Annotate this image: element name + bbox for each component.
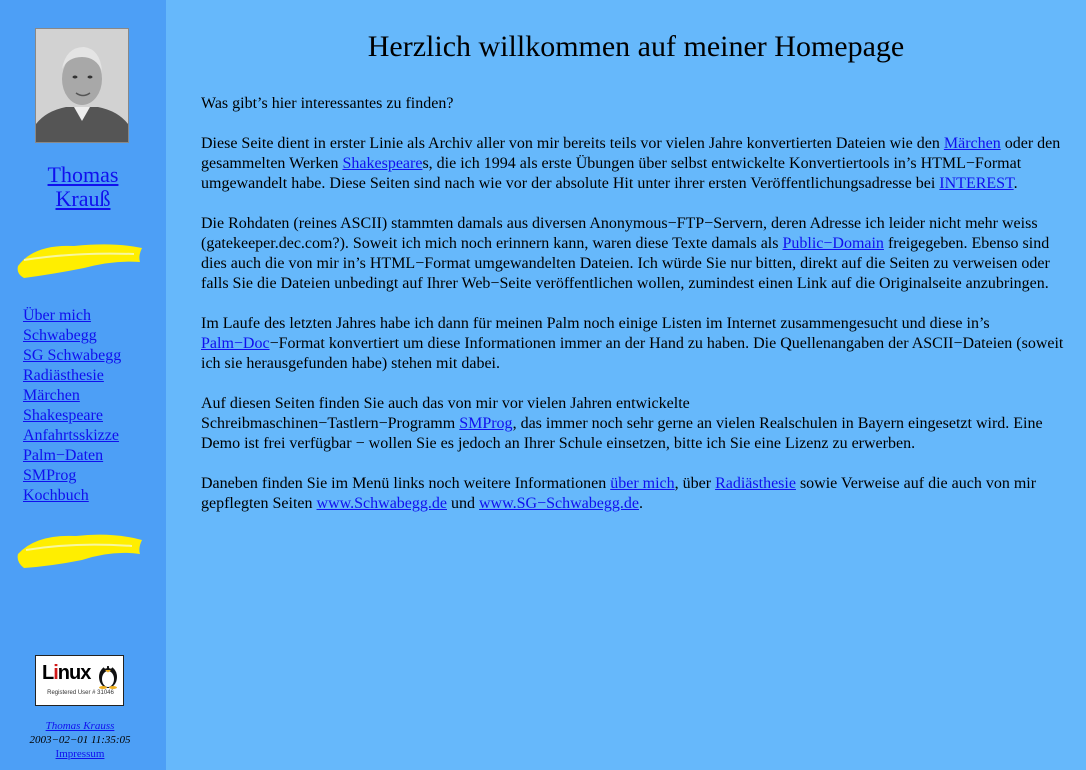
page-title: Herzlich willkommen auf meiner Homepage	[367, 30, 905, 63]
yellow-brush-stroke-top	[14, 238, 146, 282]
footer-impressum-link[interactable]: Impressum	[55, 748, 105, 760]
linux-registered-number: Registered User # 31046	[47, 690, 114, 696]
tux-penguin-icon	[96, 659, 120, 689]
content-body	[201, 94, 1076, 534]
linux-logo-text: Linux	[42, 662, 91, 684]
paragraph-rohdaten: Die Rohdaten (reines ASCII) stammten damals aus diversen Anonymous−FTP−Servern, deren Adresse ich leider nicht mehr weiss (gatekeeper.dec.com?). Soweit ich mich noch erinnern kann, waren diese Texte damals als Public−Domain freigegeben. Ebenso sind dies auch die von mir in’s HTML−Format umgewandelten Dateien. Ich würde Sie nur bitten, direkt auf die Seiten zu verweisen oder falls Sie die Dateien unbedingt auf Ihrer Web−Seite veröffentlichen wollen, zumindest einen Link auf die Originalseite anzubringen.	[201, 215, 1050, 292]
link-smprog[interactable]: SMProg	[459, 415, 513, 432]
link-public-domain[interactable]: Public−Domain	[782, 235, 884, 252]
link-maerchen[interactable]: Märchen	[943, 135, 1001, 152]
nav-item-kochbuch[interactable]: Kochbuch	[23, 487, 89, 504]
link-sg-schwabegg-de[interactable]: www.SG−Schwabegg.de	[479, 495, 639, 512]
main-content	[166, 0, 1086, 770]
link-shakespeare[interactable]: Shakespeare	[342, 155, 423, 172]
author-name-line1[interactable]: Thomas	[47, 162, 119, 187]
nav-item-radiaesthesie[interactable]: Radiästhesie	[23, 367, 104, 384]
paragraph-more-info: Daneben finden Sie im Menü links noch weitere Informationen über mich, über Radiästhesie sowie Verweise auf die auch von mir gepflegten Seiten www.Schwabegg.de und www.SG−Schwabegg.de.	[201, 475, 1037, 512]
nav-item-palm-daten[interactable]: Palm−Daten	[23, 447, 104, 464]
paragraph-archive: Diese Seite dient in erster Linie als Archiv aller von mir bereits teils vor vielen Jahre konvertierten Dateien wie den Märchen oder den gesammelten Werken Shakespeares, die ich 1994 als erste Übungen über selbst entwickelte Konvertiertools in’s HTML−Format umgewandelt habe. Diese Seiten sind nach wie vor der absolute Hit unter ihrer ersten Veröffentlichungsadresse bei INTEREST.	[201, 135, 1061, 192]
nav-item-shakespeare[interactable]: Shakespeare	[23, 407, 103, 424]
linux-registered-badge[interactable]	[35, 655, 124, 706]
sidebar-nav	[23, 306, 121, 506]
link-interest[interactable]: INTEREST	[939, 175, 1014, 192]
nav-item-ueber-mich[interactable]: Über mich	[23, 307, 91, 324]
yellow-brush-stroke-bottom	[14, 528, 146, 572]
sidebar	[0, 0, 166, 770]
link-radiaesthesie[interactable]: Radiästhesie	[715, 475, 796, 492]
footer-author-link[interactable]: Thomas Krauss	[45, 720, 115, 732]
footer-timestamp: 2003−02−01 11:35:05	[29, 734, 131, 746]
nav-item-maerchen[interactable]: Märchen	[23, 387, 80, 404]
nav-item-anfahrtsskizze[interactable]: Anfahrtsskizze	[23, 427, 119, 444]
author-name[interactable]	[0, 163, 166, 211]
author-name-line2[interactable]: Krauß	[55, 186, 111, 211]
paragraph-palm: Im Laufe des letzten Jahres habe ich dann für meinen Palm noch einige Listen im Internet zusammengesucht und diese in’s Palm−Doc−Format konvertiert um diese Informationen immer an der Hand zu haben. Die Quellenangaben der ASCII−Dateien (soweit ich sie herausgefunden habe) stehen mit dabei.	[201, 315, 1064, 372]
link-schwabegg-de[interactable]: www.Schwabegg.de	[316, 495, 447, 512]
nav-item-schwabegg[interactable]: Schwabegg	[23, 327, 97, 344]
intro-question: Was gibt’s hier interessantes zu finden?	[201, 95, 454, 112]
author-photo	[35, 28, 129, 143]
paragraph-smprog: Auf diesen Seiten finden Sie auch das von mir vor vielen Jahren entwickelte Schreibmaschinen−Tastlern−Programm SMProg, das immer noch sehr gerne an vielen Realschulen in Bayern eingesetzt wird. Eine Demo ist frei verfügbar − wollen Sie es jedoch an Ihrer Schule einsetzen, bitte ich Sie eine Lizenz zu erwerben.	[201, 395, 1043, 452]
nav-item-smprog[interactable]: SMProg	[23, 467, 77, 484]
link-palm-doc[interactable]: Palm−Doc	[201, 335, 270, 352]
link-ueber-mich[interactable]: über mich	[610, 475, 675, 492]
sidebar-footer	[0, 719, 160, 761]
nav-item-sg-schwabegg[interactable]: SG Schwabegg	[23, 347, 122, 364]
